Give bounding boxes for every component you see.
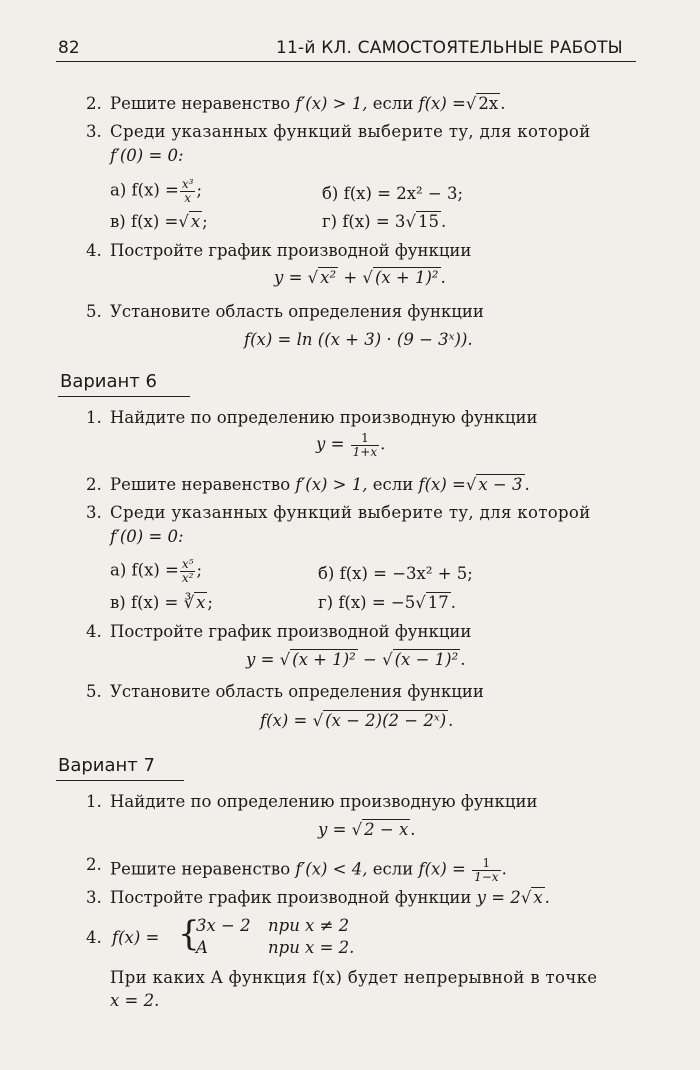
v7-task-2-line: Решите неравенство f′(x) < 4, если f(x) = $\frac{1}{1-x}$ . (110, 856, 507, 884)
task-number: 4. (86, 928, 102, 947)
header-rule (56, 61, 636, 62)
page-number: 82 (58, 38, 80, 58)
variant-7-rule (56, 780, 184, 781)
v6-option-g: г) f(x) = −5√ 17 . (318, 593, 457, 612)
task-number: 3. (86, 122, 102, 141)
v6-option-b: б) f(x) = −3x² + 5; (318, 564, 473, 583)
variant-6-rule (58, 396, 190, 397)
v6-task-5-formula: f(x) = √ (x − 2)(2 − 2ˣ) . (260, 711, 454, 730)
v7-task-1-line: Найдите по определению производную функции (110, 792, 538, 811)
v6-task-2-line: Решите неравенство f′(x) > 1, если f(x) =√ x − 3 . (110, 475, 530, 494)
task-5-formula: f(x) = ln ((x + 3) · (9 − 3ˣ)). (244, 330, 473, 349)
variant-6-heading: Вариант 6 (60, 371, 157, 392)
option-b: б) f(x) = 2x² − 3; (322, 184, 464, 203)
case-1-cond: при x ≠ 2 (268, 916, 350, 935)
piecewise-brace: { (178, 914, 200, 954)
v6-task-1-line: Найдите по определению производную функции (110, 408, 538, 427)
variant-7-heading: Вариант 7 (58, 755, 155, 776)
task-3-condition: f′(0) = 0: (110, 146, 184, 165)
task-number: 5. (86, 302, 102, 321)
v6-task-4-line: Постройте график производной функции (110, 622, 472, 641)
task-number: 2. (86, 94, 102, 113)
task-4-line: Постройте график производной функции (110, 241, 472, 260)
case-2-cond: при x = 2. (268, 938, 355, 957)
task-number: 1. (86, 792, 102, 811)
task-3-line: Среди указанных функций выберите ту, для которой (110, 122, 591, 141)
task-4-formula: y = √ x² + √ (x + 1)² . (274, 268, 446, 287)
option-v: в) f(x) =√ x ; (110, 212, 208, 231)
running-header: 11-й КЛ. САМОСТОЯТЕЛЬНЫЕ РАБОТЫ (276, 38, 623, 58)
task-number: 2. (86, 855, 102, 874)
task-2-line: Решите неравенство f′(x) > 1, если f(x) =√ 2x . (110, 94, 506, 113)
v7-task-4-question: При каких A функция f(x) будет непрерывной в точке (110, 968, 598, 987)
task-number: 4. (86, 241, 102, 260)
task-number: 1. (86, 408, 102, 427)
v6-option-a: а) f(x) = $\frac{\text{x⁵}}{\text{x²}}$ ; (110, 557, 203, 585)
v6-task-1-formula: y = $\frac{1}{1+x}$ . (316, 431, 386, 459)
task-number: 5. (86, 682, 102, 701)
task-number: 4. (86, 622, 102, 641)
v6-task-3-line: Среди указанных функций выберите ту, для которой (110, 503, 591, 522)
v7-task-4-point: x = 2. (110, 991, 160, 1010)
task-number: 2. (86, 475, 102, 494)
v7-task-1-formula: y = √ 2 − x . (318, 820, 416, 839)
v7-task-3-line: Постройте график производной функции y = 2√ x . (110, 888, 550, 907)
v6-task-3-condition: f′(0) = 0: (110, 527, 184, 546)
option-a: а) f(x) = $\frac{\text{x³}}{x}$ ; (110, 177, 203, 205)
task-number: 3. (86, 503, 102, 522)
option-g: г) f(x) = 3√ 15 . (322, 212, 447, 231)
case-1-expr: 3x − 2 (196, 916, 251, 935)
task-number: 3. (86, 888, 102, 907)
v6-task-5-line: Установите область определения функции (110, 682, 484, 701)
v6-option-v: в) f(x) = ∛ x ; (110, 593, 213, 612)
v6-task-4-formula: y = √ (x + 1)² − √ (x − 1)² . (246, 650, 466, 669)
case-2-expr: A (196, 938, 208, 957)
v7-task-4-f: f(x) = (112, 928, 160, 947)
task-5-line: Установите область определения функции (110, 302, 484, 321)
